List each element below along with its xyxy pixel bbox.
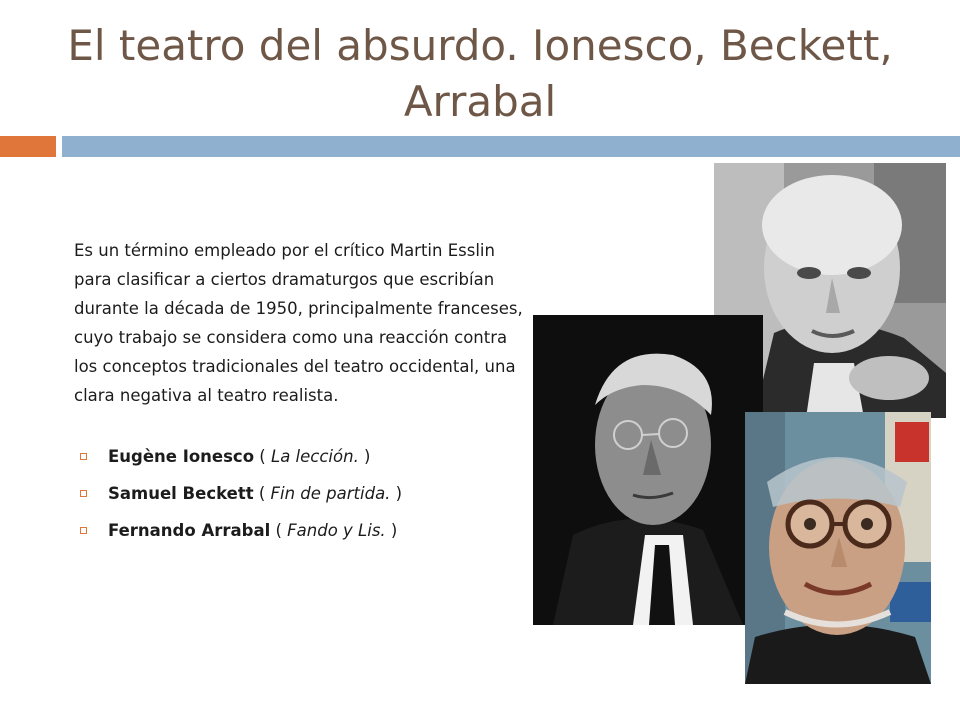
paren-close: ) xyxy=(390,484,403,503)
work-title: Fin de partida. xyxy=(270,484,391,503)
author-name: Fernando Arrabal xyxy=(108,521,271,540)
photo-arrabal xyxy=(745,412,931,684)
paren-open: ( xyxy=(254,447,271,466)
title-rule-accent xyxy=(0,136,56,157)
list-item-ionesco xyxy=(78,444,528,470)
author-name: Samuel Beckett xyxy=(108,484,254,503)
slide-title: El teatro del absurdo. Ionesco, Beckett, Arrabal xyxy=(67,21,893,126)
intro-paragraph: Es un término empleado por el crítico Martin Esslin para clasificar a ciertos dramaturgos que escribían durante la década de 1950, principalmente franceses, cuyo trabajo se considera como una reacción contra los conceptos tradicionales del teatro occidental, una clara negativa al teatro realista. xyxy=(74,241,523,405)
list-item-arrabal xyxy=(78,518,528,544)
square-bullet-icon xyxy=(80,453,87,460)
paren-open: ( xyxy=(270,521,288,540)
square-bullet-icon xyxy=(80,490,87,497)
author-name: Eugène Ionesco xyxy=(108,447,255,466)
photo-beckett xyxy=(533,315,763,625)
list-item-beckett xyxy=(78,481,528,507)
square-bullet-icon xyxy=(80,527,87,534)
paren-close: ) xyxy=(358,447,371,466)
paren-open: ( xyxy=(253,484,271,503)
title-rule-bar xyxy=(62,136,960,157)
author-list xyxy=(78,444,528,555)
work-title: Fando y Lis. xyxy=(287,521,386,540)
work-title: La lección. xyxy=(271,447,359,466)
paren-close: ) xyxy=(385,521,398,540)
